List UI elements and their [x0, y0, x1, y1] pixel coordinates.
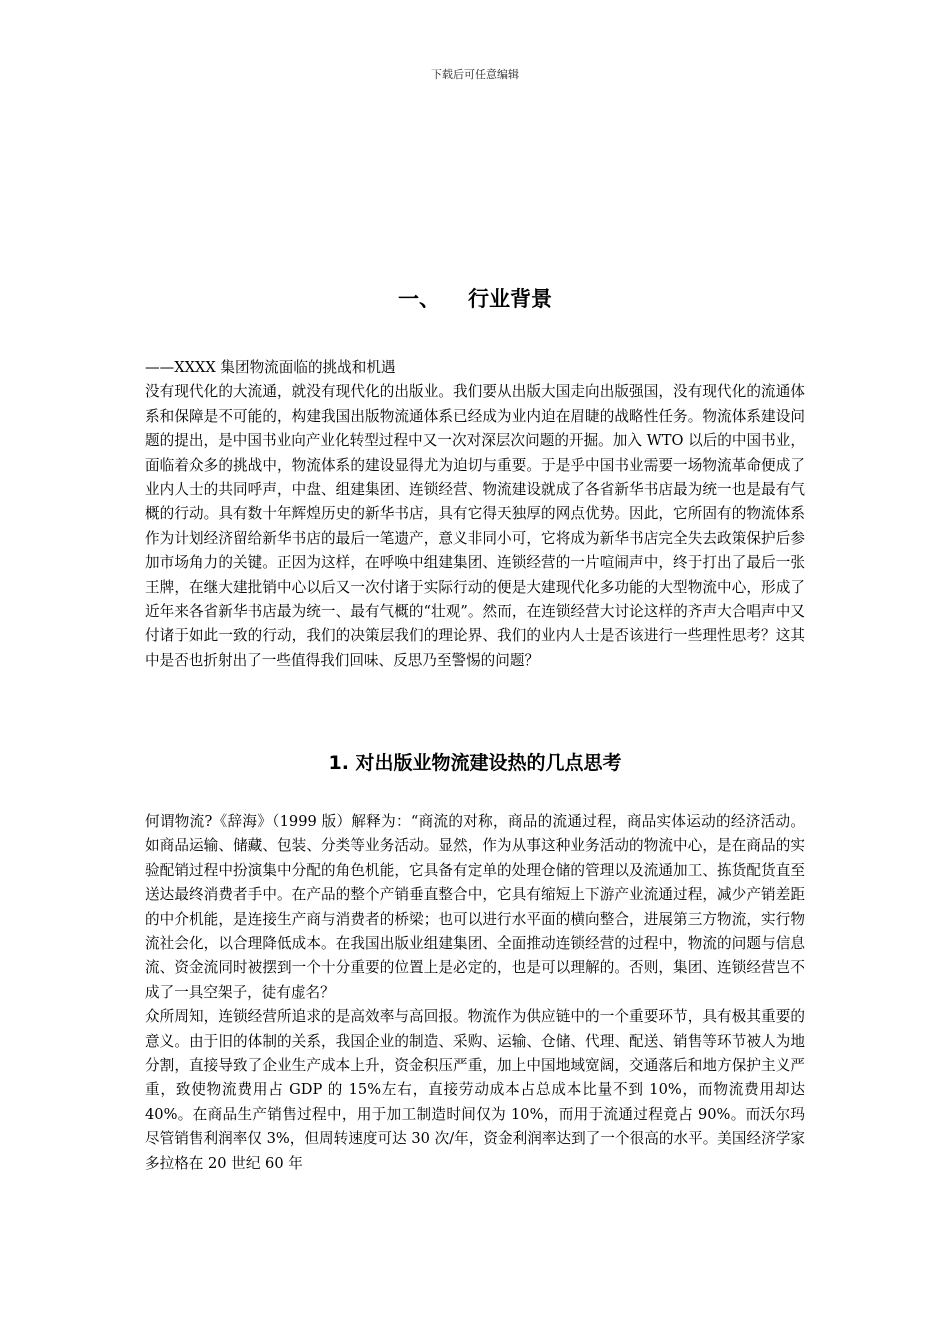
- section1-subtitle: ——XXXX 集团物流面临的挑战和机遇: [145, 359, 396, 376]
- header-note: 下载后可任意编辑: [431, 68, 519, 81]
- subsection-heading: 1. 对出版业物流建设热的几点思考: [328, 752, 622, 774]
- section-number: 一、: [398, 287, 440, 311]
- section2-paragraph-1: 何谓物流?《辞海》（1999 版）解释为：“商流的对称，商品的流通过程，商品实体运动的经济活动。如商品运输、储藏、包装、分类等业务活动。显然，作为从事这种业务活动的物流中心，是在商品的实验配销过程中扮演集中分配的角色机能，它具备有定单的处理仓储的管理以及流通加工、拣货配货直至送达最终消费者手中。在产品的整个产销垂直整合中，它具有缩短上下游产业流通过程，减少产销差距的中介机能，是连接生产商与消费者的桥梁；也可以进行水平面的横向整合，进展第三方物流，实行物流社会化，以合理降低成本。在我国出版业组建集团、全面推动连锁经营的过程中，物流的问题与信息流、资金流同时被摆到一个十分重要的位置上是必定的，也是可以理解的。否则，集团、连锁经营岂不成了一具空架子，徒有虚名？: [145, 813, 805, 1001]
- section-heading: [0, 283, 950, 313]
- section1-paragraph: 没有现代化的大流通，就没有现代化的出版业。我们要从出版大国走向出版强国，没有现代化的流通体系和保障是不可能的，构建我国出版物流通体系已经成为业内迫在眉睫的战略性任务。物流体系建设问题的提出，是中国书业向产业化转型过程中又一次对深层次问题的开掘。加入 WTO 以后的中国书业，面临着众多的挑战中，物流体系的建设显得尤为迫切与重要。于是乎中国书业需要一场物流革命便成了业内人士的共同呼声，中盘、组建集团、连锁经营、物流建设就成了各省新华书店最为统一也是最有气概的行动。具有数十年辉煌历史的新华书店，具有它得天独厚的网点优势。因此，它所固有的物流体系作为计划经济留给新华书店的最后一笔遗产，意义非同小可，它将成为新华书店完全失去政策保护后参加市场角力的关键。正因为这样，在呼唤中组建集团、连锁经营的一片喧闹声中，终于打出了最后一张王牌，在继大建批销中心以后又一次付诸于实际行动的便是大建现代化多功能的大型物流中心，形成了近年来各省新华书店最为统一、最有气概的“壮观”。然而，在连锁经营大讨论这样的齐声大合唱声中又付诸于如此一致的行动，我们的决策层我们的理论界、我们的业内人士是否该进行一些理性思考？这其中是否也折射出了一些值得我们回味、反思乃至警惕的问题？: [145, 383, 805, 669]
- section2-body: [145, 810, 805, 1176]
- section2-paragraph-2: 众所周知，连锁经营所追求的是高效率与高回报。物流作为供应链中的一个重要环节，具有极其重要的意义。由于旧的体制的关系，我国企业的制造、采购、运输、仓储、代理、配送、销售等环节被人为地分割，直接导致了企业生产成本上升，资金积压严重，加上中国地域宽阔，交通落后和地方保护主义严重，致使物流费用占 GDP 的 15%左右，直接劳动成本占总成本比量不到 10%，而物流费用却达 40%。在商品生产销售过程中，用于加工制造时间仅为 10%，而用于流通过程竟占 90%。而沃尔玛尽管销售利润率仅 3%，但周转速度可达 30 次/年，资金利润率达到了一个很高的水平。美国经济学家多拉格在 20 世纪 60 年: [145, 1008, 805, 1172]
- section1-body: [145, 356, 805, 673]
- section-title-text: 行业背景: [468, 287, 552, 311]
